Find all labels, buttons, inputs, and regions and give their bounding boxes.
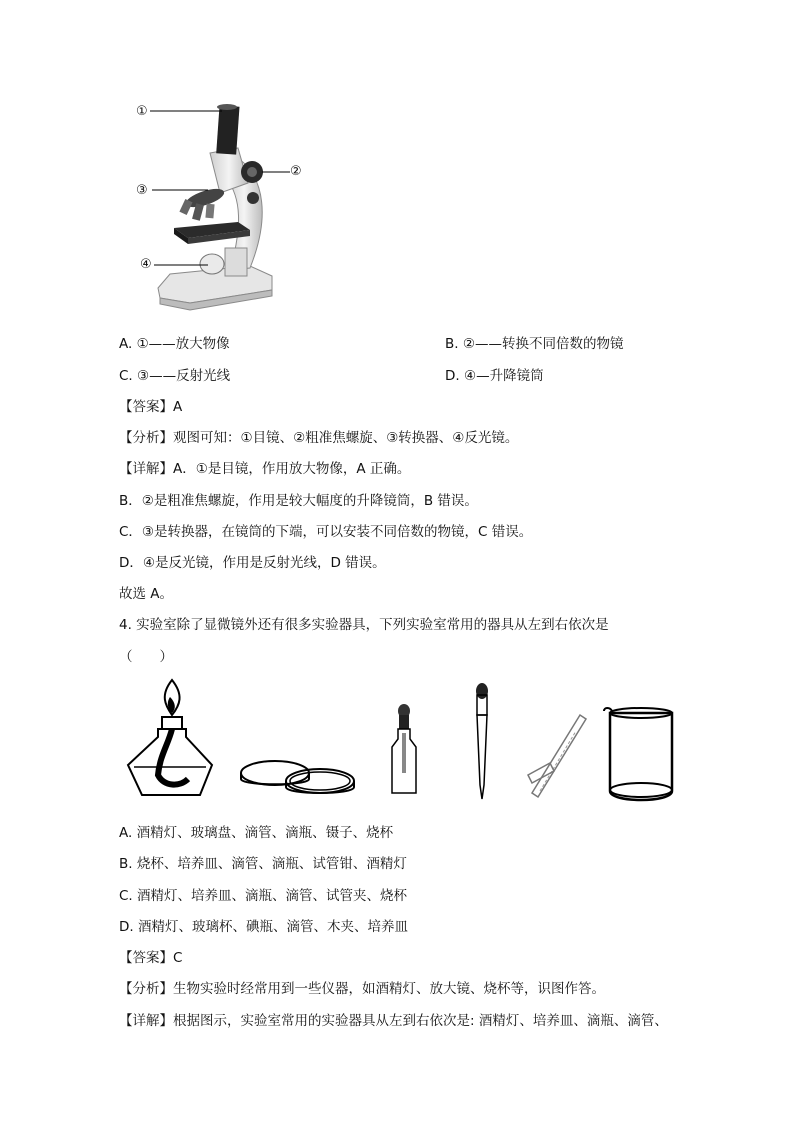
q3-detail-b: B．②是粗准焦螺旋，作用是较大幅度的升降镜筒，B 错误。 — [119, 493, 478, 509]
callout-4: ④ — [140, 257, 152, 272]
q3-option-c: C. ③——反射光线 — [119, 368, 231, 384]
microscope-illustration — [130, 98, 315, 320]
q4-option-b: B. 烧杯、培养皿、滴管、滴瓶、试管钳、酒精灯 — [119, 856, 407, 872]
callout-3: ③ — [136, 183, 148, 198]
q4-option-d: D. 酒精灯、玻璃杯、碘瓶、滴管、木夹、培养皿 — [119, 919, 408, 935]
q3-detail-d: D．④是反光镜，作用是反射光线，D 错误。 — [119, 555, 386, 571]
q4-paren: （ ） — [119, 649, 173, 665]
q3-detail: 【详解】A．①是目镜，作用放大物像，A 正确。 — [119, 461, 411, 477]
q3-option-d: D. ④—升降镜筒 — [445, 368, 544, 384]
callout-2: ② — [290, 164, 302, 179]
q4-option-c: C. 酒精灯、培养皿、滴瓶、滴管、试管夹、烧杯 — [119, 888, 408, 904]
microscope-figure — [130, 98, 315, 320]
lab-equipment-figure — [120, 675, 680, 805]
lab-equipment-illustration — [120, 675, 680, 805]
q3-choice: 故选 A。 — [119, 586, 174, 602]
q3-option-a: A. ①——放大物像 — [119, 336, 230, 352]
q3-detail-c: C．③是转换器，在镜筒的下端，可以安装不同倍数的物镜，C 错误。 — [119, 524, 533, 540]
dropper-icon — [476, 683, 488, 799]
dropper-bottle-icon — [392, 704, 416, 793]
callout-1: ① — [136, 104, 148, 119]
alcohol-lamp-icon — [128, 680, 212, 795]
q3-option-b: B. ②——转换不同倍数的物镜 — [445, 336, 624, 352]
beaker-icon — [604, 708, 672, 800]
q4-analysis: 【分析】生物实验时经常用到一些仪器，如酒精灯、放大镜、烧杯等，识图作答。 — [119, 981, 605, 997]
q4-option-a: A. 酒精灯、玻璃盘、滴管、滴瓶、镊子、烧杯 — [119, 825, 394, 841]
q4-answer: 【答案】C — [119, 950, 183, 966]
q3-answer: 【答案】A — [119, 399, 183, 415]
q4-stem: 4. 实验室除了显微镜外还有很多实验器具，下列实验室常用的器具从左到右依次是 — [119, 617, 609, 633]
test-tube-clamp-icon — [528, 715, 586, 797]
petri-dish-icon — [241, 761, 354, 793]
q3-analysis: 【分析】观图可知：①目镜、②粗准焦螺旋、③转换器、④反光镜。 — [119, 430, 519, 446]
q4-detail: 【详解】根据图示，实验室常用的实验器具从左到右依次是: 酒精灯、培养皿、滴瓶、滴管、 — [119, 1013, 668, 1029]
